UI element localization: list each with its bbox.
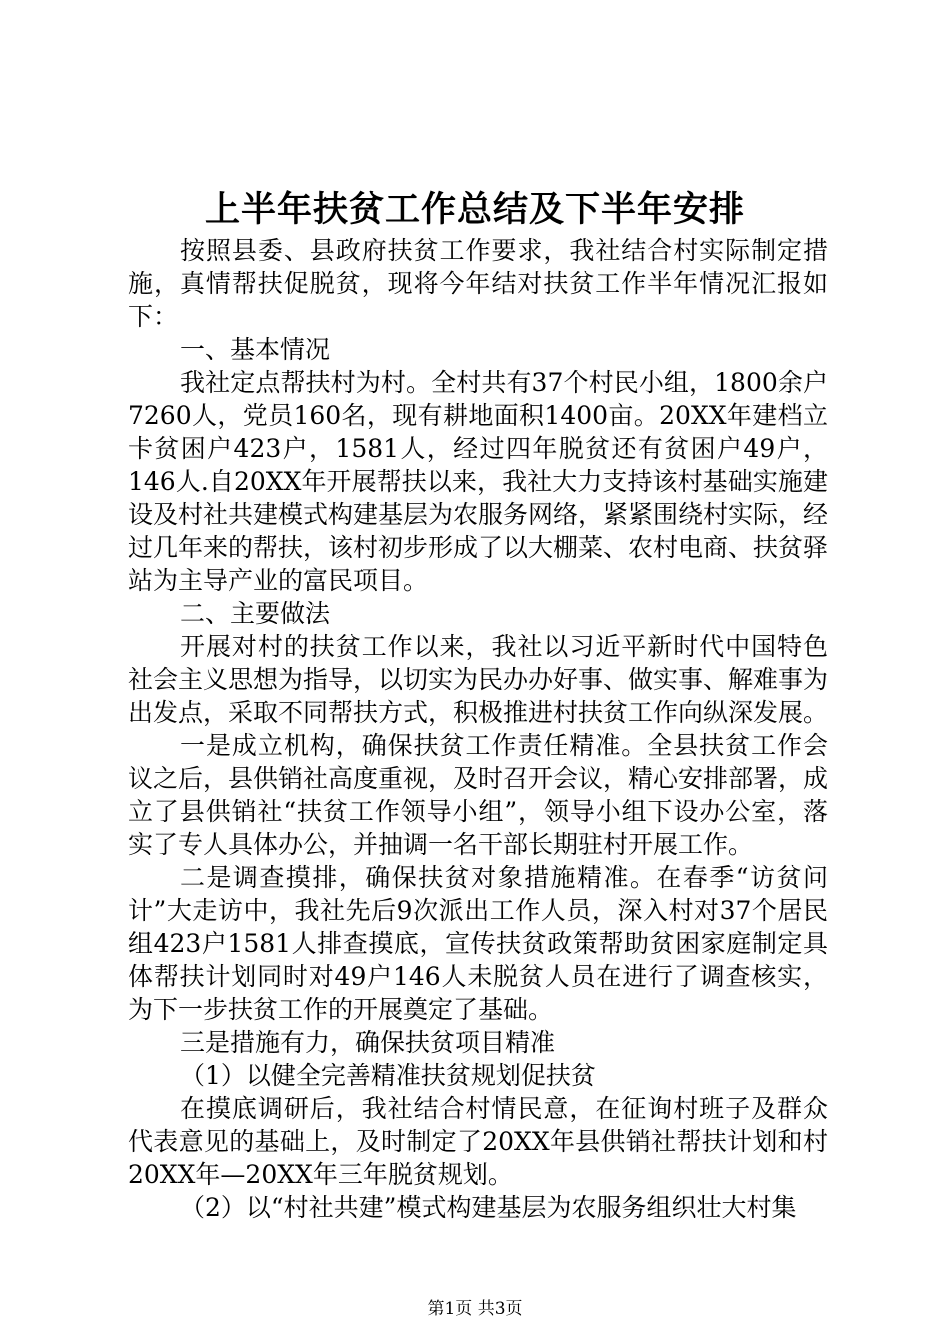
method-two-paragraph: 二是调查摸排，确保扶贫对象措施精准。在春季“访贫问计”大走访中，我社先后9次派出工作人员，深入村对37个居民组423户1581人排查摸底，宣传扶贫政策帮助贫困家庭制定具体帮扶计划同时对49户146人未脱贫人员在进行了调查核实，为下一步扶贫工作的开展奠定了基础。	[128, 863, 828, 1024]
subitem-one-heading: （1）以健全完善精准扶贫规划促扶贫	[180, 1061, 596, 1090]
section-heading-methods: 二、主要做法	[180, 599, 331, 628]
intro-paragraph: 按照县委、县政府扶贫工作要求，我社结合村实际制定措施，真情帮扶促脱贫，现将今年结对扶贫工作半年情况汇报如下：	[128, 236, 828, 331]
basic-situation-paragraph: 我社定点帮扶村为村。全村共有37个村民小组，1800余户7260人，党员160名，现有耕地面积1400亩。20XX年建档立卡贫困户423户，1581人，经过四年脱贫还有贫困户49户，146人.自20XX年开展帮扶以来，我社大力支持该村基础实施建设及村社共建模式构建基层为农服务网络，紧紧围绕村实际，经过几年来的帮扶，该村初步形成了以大棚菜、农村电商、扶贫驿站为主导产业的富民项目。	[128, 368, 829, 595]
section-heading-basic: 一、基本情况	[180, 335, 331, 364]
method-three-heading: 三是措施有力，确保扶贫项目精准	[180, 1028, 556, 1057]
subitem-two-heading: （2）以“村社共建”模式构建基层为农服务组织壮大村集	[180, 1193, 797, 1222]
subitem-one-paragraph: 在摸底调研后，我社结合村情民意，在征询村班子及群众代表意见的基础上，及时制定了20XX年县供销社帮扶计划和村20XX年—20XX年三年脱贫规划。	[128, 1094, 828, 1189]
method-one-paragraph: 一是成立机构，确保扶贫工作责任精准。全县扶贫工作会议之后，县供销社高度重视，及时召开会议，精心安排部署，成立了县供销社“扶贫工作领导小组”，领导小组下设办公室，落实了专人具体办公，并抽调一名干部长期驻村开展工作。	[128, 731, 829, 859]
methods-intro-paragraph: 开展对村的扶贫工作以来，我社以习近平新时代中国特色社会主义思想为指导，以切实为民办办好事、做实事、解难事为出发点，采取不同帮扶方式，积极推进村扶贫工作向纵深发展。	[128, 632, 829, 727]
page-footer: 第1页 共3页	[427, 1299, 523, 1319]
document-body	[128, 234, 828, 1224]
document-title: 上半年扶贫工作总结及下半年安排	[204, 189, 745, 230]
